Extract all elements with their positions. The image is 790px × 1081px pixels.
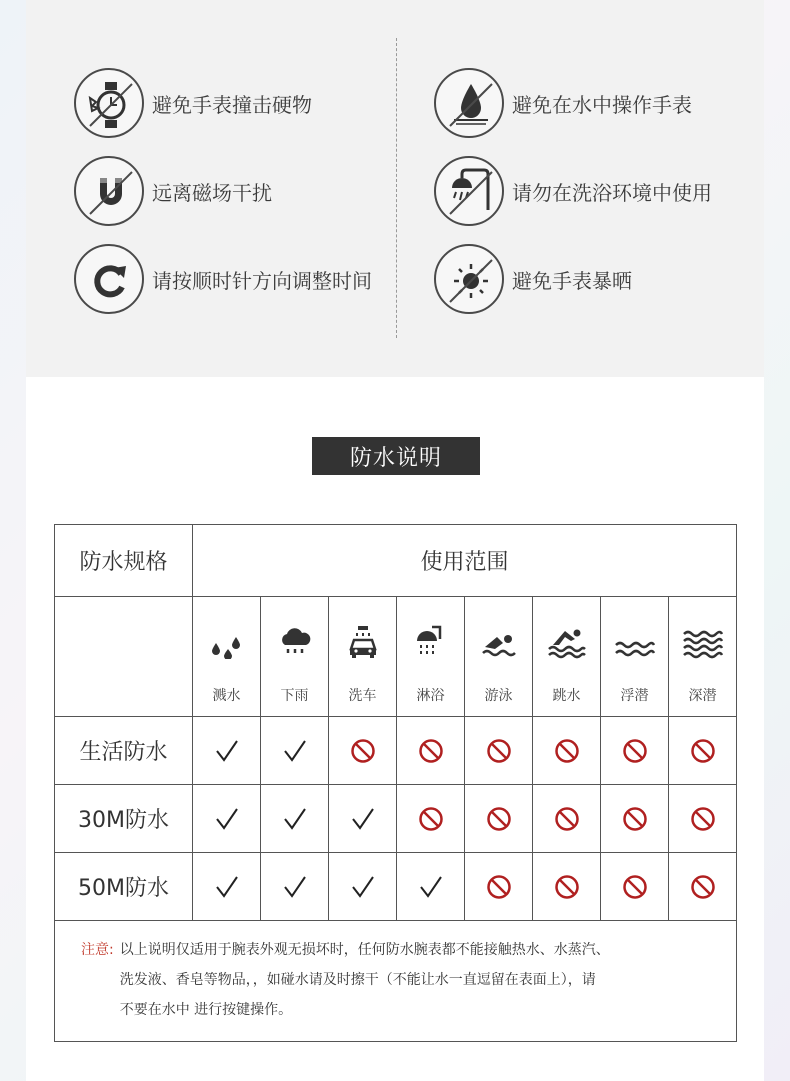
prohibited-icon <box>690 806 716 832</box>
check-mark-cell <box>329 853 397 921</box>
prohibited-mark-cell <box>329 717 397 785</box>
tip-text: 避免在水中操作手表 <box>512 92 692 117</box>
spec-label: 30M防水 <box>55 785 193 853</box>
check-mark-cell <box>329 785 397 853</box>
activity-label: 跳水 <box>552 687 581 704</box>
tip-text: 请勿在洗浴环境中使用 <box>512 180 712 205</box>
note-label: 注意: <box>81 942 114 958</box>
spec-header: 防水规格 <box>55 525 193 597</box>
activity-deep-dive <box>669 597 737 717</box>
activity-shower <box>397 597 465 717</box>
section-title: 防水说明 <box>312 437 480 475</box>
water-drop-icon <box>434 68 504 138</box>
prohibited-mark-cell <box>669 853 737 921</box>
prohibited-icon <box>622 806 648 832</box>
prohibited-mark-cell <box>601 717 669 785</box>
prohibited-mark-cell <box>533 853 601 921</box>
prohibited-icon <box>690 874 716 900</box>
shower-head-icon <box>397 615 464 659</box>
prohibited-mark-cell <box>669 785 737 853</box>
note-line: 洗发液、香皂等物品，，如碰水请及时擦干（不能让水一直逗留在表面上），请 <box>119 972 596 988</box>
activity-label: 洗车 <box>348 687 377 704</box>
spec-label: 50M防水 <box>55 853 193 921</box>
sun-icon <box>434 244 504 314</box>
tips-divider <box>396 38 397 338</box>
activity-label: 溅水 <box>212 687 241 704</box>
diving-icon <box>533 615 600 659</box>
prohibited-icon <box>622 874 648 900</box>
activity-label: 下雨 <box>280 687 309 704</box>
watch-impact-icon <box>74 68 144 138</box>
tip-avoid-sun <box>434 244 632 314</box>
check-mark-cell <box>261 853 329 921</box>
activity-label: 深潜 <box>688 687 717 704</box>
table-row <box>55 853 737 921</box>
range-header: 使用范围 <box>193 525 737 597</box>
table-row <box>55 717 737 785</box>
clockwise-arrow-icon <box>74 244 144 314</box>
tip-avoid-magnet <box>74 156 272 226</box>
activity-label: 浮潜 <box>620 687 649 704</box>
spec-label: 生活防水 <box>55 717 193 785</box>
prohibited-mark-cell <box>465 853 533 921</box>
prohibited-icon <box>554 874 580 900</box>
waterproof-panel <box>26 377 764 1081</box>
activity-diving <box>533 597 601 717</box>
prohibited-icon <box>486 738 512 764</box>
tip-text: 请按顺时针方向调整时间 <box>152 268 372 293</box>
splash-icon <box>193 615 260 659</box>
magnet-icon <box>74 156 144 226</box>
prohibited-mark-cell <box>601 785 669 853</box>
activity-rain <box>261 597 329 717</box>
rain-icon <box>261 615 328 659</box>
check-mark-cell <box>193 785 261 853</box>
prohibited-mark-cell <box>669 717 737 785</box>
prohibited-icon <box>418 738 444 764</box>
activity-snorkel <box>601 597 669 717</box>
tip-text: 避免手表撞击硬物 <box>152 92 312 117</box>
deep-dive-icon <box>669 615 736 659</box>
check-icon <box>418 874 444 900</box>
prohibited-icon <box>350 738 376 764</box>
tip-clockwise <box>74 244 372 314</box>
check-icon <box>214 874 240 900</box>
check-mark-cell <box>397 853 465 921</box>
prohibited-icon <box>690 738 716 764</box>
tip-no-shower <box>434 156 712 226</box>
check-mark-cell <box>193 853 261 921</box>
note-cell <box>55 921 737 1042</box>
prohibited-icon <box>622 738 648 764</box>
swimming-icon <box>465 615 532 659</box>
care-tips-panel <box>26 0 764 377</box>
tip-text: 避免手表暴晒 <box>512 268 632 293</box>
waterproof-table <box>54 524 737 1042</box>
check-icon <box>350 806 376 832</box>
activity-swimming <box>465 597 533 717</box>
activity-label: 游泳 <box>484 687 513 704</box>
check-icon <box>282 738 308 764</box>
check-mark-cell <box>193 717 261 785</box>
activity-splash <box>193 597 261 717</box>
prohibited-icon <box>486 806 512 832</box>
table-row <box>55 785 737 853</box>
prohibited-mark-cell <box>397 717 465 785</box>
prohibited-mark-cell <box>465 785 533 853</box>
prohibited-icon <box>554 738 580 764</box>
prohibited-icon <box>486 874 512 900</box>
car-wash-icon <box>329 615 396 659</box>
prohibited-mark-cell <box>601 853 669 921</box>
tip-avoid-impact <box>74 68 312 138</box>
tip-text: 远离磁场干扰 <box>152 180 272 205</box>
check-icon <box>282 806 308 832</box>
check-icon <box>214 738 240 764</box>
prohibited-mark-cell <box>397 785 465 853</box>
prohibited-mark-cell <box>533 785 601 853</box>
check-mark-cell <box>261 717 329 785</box>
empty-cell <box>55 597 193 717</box>
check-icon <box>282 874 308 900</box>
prohibited-mark-cell <box>533 717 601 785</box>
activity-car-wash <box>329 597 397 717</box>
check-icon <box>214 806 240 832</box>
note-line: 以上说明仅适用于腕表外观无损坏时，任何防水腕表都不能接触热水、水蒸汽、 <box>119 942 610 958</box>
activity-label: 淋浴 <box>416 687 445 704</box>
check-mark-cell <box>261 785 329 853</box>
prohibited-icon <box>418 806 444 832</box>
shower-icon <box>434 156 504 226</box>
snorkel-icon <box>601 615 668 659</box>
prohibited-icon <box>554 806 580 832</box>
check-icon <box>350 874 376 900</box>
prohibited-mark-cell <box>465 717 533 785</box>
note-line: 不要在水中 进行按键操作。 <box>119 1002 293 1018</box>
tip-avoid-water-operation <box>434 68 692 138</box>
